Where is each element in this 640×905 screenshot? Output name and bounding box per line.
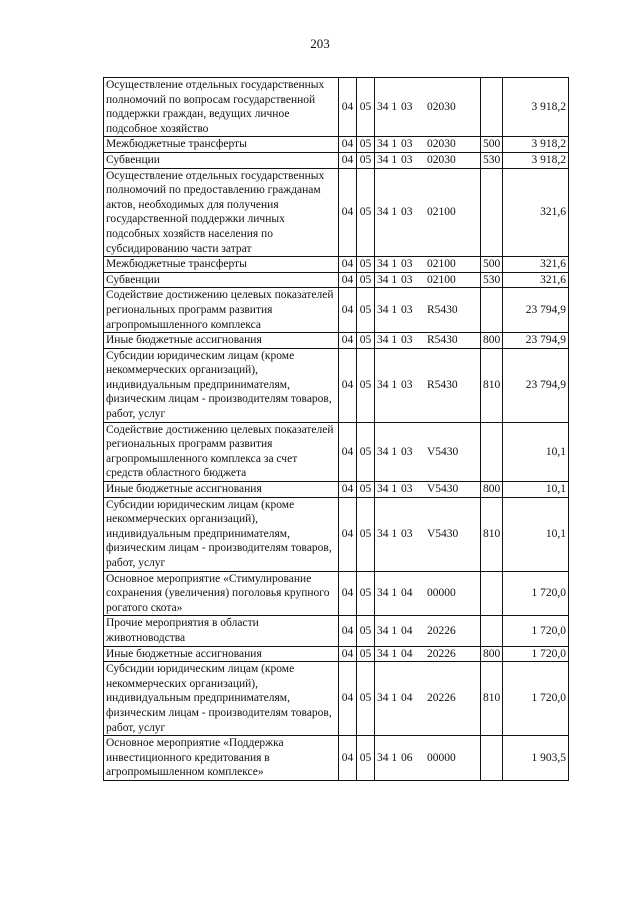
row-name: Иные бюджетные ассигнования: [104, 646, 339, 662]
row-subsection-code: 05: [357, 152, 375, 168]
row-name: Иные бюджетные ассигнования: [104, 333, 339, 349]
row-expense-type-code: [481, 168, 503, 257]
row-target-article-code: [375, 78, 481, 137]
target-article-part-3: 02030: [427, 100, 456, 113]
row-expense-type-code: 810: [481, 348, 503, 422]
row-section-code: 04: [339, 333, 357, 349]
row-name: Содействие достижению целевых показателей региональных программ развития агропромышленного комплекса: [104, 288, 339, 333]
row-amount: 321,6: [503, 257, 569, 273]
row-section-code: 04: [339, 272, 357, 288]
row-expense-type-code: 500: [481, 137, 503, 153]
target-article-part-2: 06: [401, 751, 413, 764]
target-article-part-3: 00000: [427, 587, 456, 600]
row-amount: 1 720,0: [503, 646, 569, 662]
row-subsection-code: 05: [357, 272, 375, 288]
target-article-part-3: R5430: [427, 334, 458, 347]
row-section-code: 04: [339, 288, 357, 333]
row-subsection-code: 05: [357, 497, 375, 571]
target-article-part-3: 02030: [427, 153, 456, 166]
row-name: Осуществление отдельных государственных полномочий по вопросам государственной поддержки граждан, ведущих личное подсобное хозяйство: [104, 78, 339, 137]
row-expense-type-code: [481, 571, 503, 616]
row-name: Субсидии юридическим лицам (кроме некоммерческих организаций), индивидуальным предпринимателям, физическим лицам - производителям товаров, работ, услуг: [104, 348, 339, 422]
row-name: Межбюджетные трансферты: [104, 137, 339, 153]
target-article-part-3: R5430: [427, 303, 458, 316]
row-section-code: 04: [339, 348, 357, 422]
row-target-article-code: [375, 152, 481, 168]
target-article-part-3: 20226: [427, 647, 456, 660]
row-subsection-code: 05: [357, 662, 375, 736]
row-target-article-code: [375, 168, 481, 257]
row-expense-type-code: 810: [481, 662, 503, 736]
row-amount: 23 794,9: [503, 288, 569, 333]
target-article-part-1: 34 1: [377, 527, 398, 540]
target-article-part-2: 03: [401, 138, 413, 151]
row-expense-type-code: [481, 616, 503, 646]
row-expense-type-code: 500: [481, 257, 503, 273]
target-article-part-3: V5430: [427, 527, 459, 540]
row-target-article-code: [375, 422, 481, 481]
row-subsection-code: 05: [357, 78, 375, 137]
row-target-article-code: [375, 616, 481, 646]
row-name: Основное мероприятие «Стимулирование сохранения (увеличения) поголовья крупного рогатого скота»: [104, 571, 339, 616]
table-row: [104, 646, 569, 662]
table-row: [104, 152, 569, 168]
row-amount: 3 918,2: [503, 152, 569, 168]
target-article-part-2: 03: [401, 378, 413, 391]
table-row: [104, 662, 569, 736]
row-amount: 1 720,0: [503, 616, 569, 646]
row-expense-type-code: [481, 78, 503, 137]
target-article-part-1: 34 1: [377, 334, 398, 347]
row-amount: 10,1: [503, 482, 569, 498]
target-article-part-3: R5430: [427, 378, 458, 391]
target-article-part-3: 20226: [427, 692, 456, 705]
target-article-part-2: 04: [401, 647, 413, 660]
target-article-part-2: 03: [401, 303, 413, 316]
row-section-code: 04: [339, 78, 357, 137]
row-section-code: 04: [339, 168, 357, 257]
table-row: [104, 333, 569, 349]
row-target-article-code: [375, 333, 481, 349]
target-article-part-1: 34 1: [377, 587, 398, 600]
row-section-code: 04: [339, 616, 357, 646]
row-section-code: 04: [339, 646, 357, 662]
target-article-part-2: 03: [401, 334, 413, 347]
row-expense-type-code: 810: [481, 497, 503, 571]
table-row: [104, 422, 569, 481]
target-article-part-2: 04: [401, 587, 413, 600]
target-article-part-3: 02030: [427, 138, 456, 151]
row-subsection-code: 05: [357, 736, 375, 781]
target-article-part-2: 03: [401, 206, 413, 219]
row-expense-type-code: [481, 288, 503, 333]
target-article-part-1: 34 1: [377, 647, 398, 660]
row-section-code: 04: [339, 662, 357, 736]
row-target-article-code: [375, 288, 481, 333]
row-amount: 10,1: [503, 422, 569, 481]
target-article-part-2: 03: [401, 445, 413, 458]
row-subsection-code: 05: [357, 348, 375, 422]
table-row: [104, 616, 569, 646]
row-expense-type-code: 800: [481, 482, 503, 498]
target-article-part-3: 02100: [427, 258, 456, 271]
table-row: [104, 571, 569, 616]
row-target-article-code: [375, 662, 481, 736]
row-target-article-code: [375, 137, 481, 153]
target-article-part-3: 02100: [427, 273, 456, 286]
row-name: Прочие мероприятия в области животноводства: [104, 616, 339, 646]
row-subsection-code: 05: [357, 257, 375, 273]
target-article-part-1: 34 1: [377, 445, 398, 458]
table-row: [104, 497, 569, 571]
target-article-part-2: 04: [401, 692, 413, 705]
row-subsection-code: 05: [357, 333, 375, 349]
table-row: [104, 288, 569, 333]
row-target-article-code: [375, 736, 481, 781]
row-section-code: 04: [339, 482, 357, 498]
row-expense-type-code: 530: [481, 272, 503, 288]
row-subsection-code: 05: [357, 571, 375, 616]
table-row: [104, 257, 569, 273]
row-expense-type-code: 530: [481, 152, 503, 168]
row-section-code: 04: [339, 257, 357, 273]
row-target-article-code: [375, 348, 481, 422]
target-article-part-1: 34 1: [377, 273, 398, 286]
budget-table-body: [104, 78, 569, 781]
target-article-part-3: 20226: [427, 624, 456, 637]
row-subsection-code: 05: [357, 482, 375, 498]
target-article-part-1: 34 1: [377, 692, 398, 705]
table-row: [104, 348, 569, 422]
row-subsection-code: 05: [357, 616, 375, 646]
target-article-part-1: 34 1: [377, 153, 398, 166]
row-section-code: 04: [339, 736, 357, 781]
row-amount: 1 720,0: [503, 662, 569, 736]
target-article-part-1: 34 1: [377, 624, 398, 637]
row-name: Субсидии юридическим лицам (кроме некоммерческих организаций), индивидуальным предпринимателям, физическим лицам - производителям товаров, работ, услуг: [104, 497, 339, 571]
row-amount: 23 794,9: [503, 348, 569, 422]
row-name: Осуществление отдельных государственных полномочий по предоставлению гражданам актов, необходимых для получения государственной поддержки личных подсобных хозяйств населения по субсидированию части затрат: [104, 168, 339, 257]
row-name: Основное мероприятие «Поддержка инвестиционного кредитования в агропромышленном комплексе»: [104, 736, 339, 781]
row-target-article-code: [375, 497, 481, 571]
row-section-code: 04: [339, 571, 357, 616]
row-section-code: 04: [339, 152, 357, 168]
target-article-part-3: V5430: [427, 445, 459, 458]
row-expense-type-code: 800: [481, 646, 503, 662]
target-article-part-1: 34 1: [377, 206, 398, 219]
target-article-part-1: 34 1: [377, 258, 398, 271]
row-name: Субвенции: [104, 272, 339, 288]
row-name: Иные бюджетные ассигнования: [104, 482, 339, 498]
table-row: [104, 272, 569, 288]
target-article-part-1: 34 1: [377, 483, 398, 496]
target-article-part-1: 34 1: [377, 303, 398, 316]
row-subsection-code: 05: [357, 137, 375, 153]
table-row: [104, 482, 569, 498]
row-amount: 321,6: [503, 168, 569, 257]
row-expense-type-code: [481, 422, 503, 481]
row-target-article-code: [375, 257, 481, 273]
target-article-part-3: V5430: [427, 483, 459, 496]
row-target-article-code: [375, 272, 481, 288]
row-amount: 321,6: [503, 272, 569, 288]
row-target-article-code: [375, 571, 481, 616]
target-article-part-1: 34 1: [377, 100, 398, 113]
target-article-part-2: 03: [401, 258, 413, 271]
row-section-code: 04: [339, 422, 357, 481]
target-article-part-2: 03: [401, 100, 413, 113]
row-expense-type-code: 800: [481, 333, 503, 349]
target-article-part-1: 34 1: [377, 378, 398, 391]
table-row: [104, 736, 569, 781]
row-amount: 1 903,5: [503, 736, 569, 781]
row-target-article-code: [375, 646, 481, 662]
row-amount: 1 720,0: [503, 571, 569, 616]
row-name: Межбюджетные трансферты: [104, 257, 339, 273]
target-article-part-2: 04: [401, 624, 413, 637]
row-subsection-code: 05: [357, 422, 375, 481]
row-name: Субвенции: [104, 152, 339, 168]
row-subsection-code: 05: [357, 288, 375, 333]
table-row: [104, 78, 569, 137]
row-section-code: 04: [339, 497, 357, 571]
target-article-part-2: 03: [401, 273, 413, 286]
target-article-part-3: 02100: [427, 206, 456, 219]
row-expense-type-code: [481, 736, 503, 781]
budget-table: [103, 77, 569, 781]
target-article-part-2: 03: [401, 153, 413, 166]
target-article-part-1: 34 1: [377, 138, 398, 151]
row-name: Содействие достижению целевых показателей региональных программ развития агропромышленного комплекса за счет средств областного бюджета: [104, 422, 339, 481]
row-section-code: 04: [339, 137, 357, 153]
row-subsection-code: 05: [357, 646, 375, 662]
target-article-part-2: 03: [401, 527, 413, 540]
row-name: Субсидии юридическим лицам (кроме некоммерческих организаций), индивидуальным предпринимателям, физическим лицам - производителям товаров, работ, услуг: [104, 662, 339, 736]
row-amount: 10,1: [503, 497, 569, 571]
row-amount: 3 918,2: [503, 78, 569, 137]
table-row: [104, 137, 569, 153]
row-amount: 3 918,2: [503, 137, 569, 153]
target-article-part-2: 03: [401, 483, 413, 496]
row-target-article-code: [375, 482, 481, 498]
target-article-part-1: 34 1: [377, 751, 398, 764]
target-article-part-3: 00000: [427, 751, 456, 764]
row-amount: 23 794,9: [503, 333, 569, 349]
row-subsection-code: 05: [357, 168, 375, 257]
table-row: [104, 168, 569, 257]
page-number: 203: [310, 36, 330, 51]
